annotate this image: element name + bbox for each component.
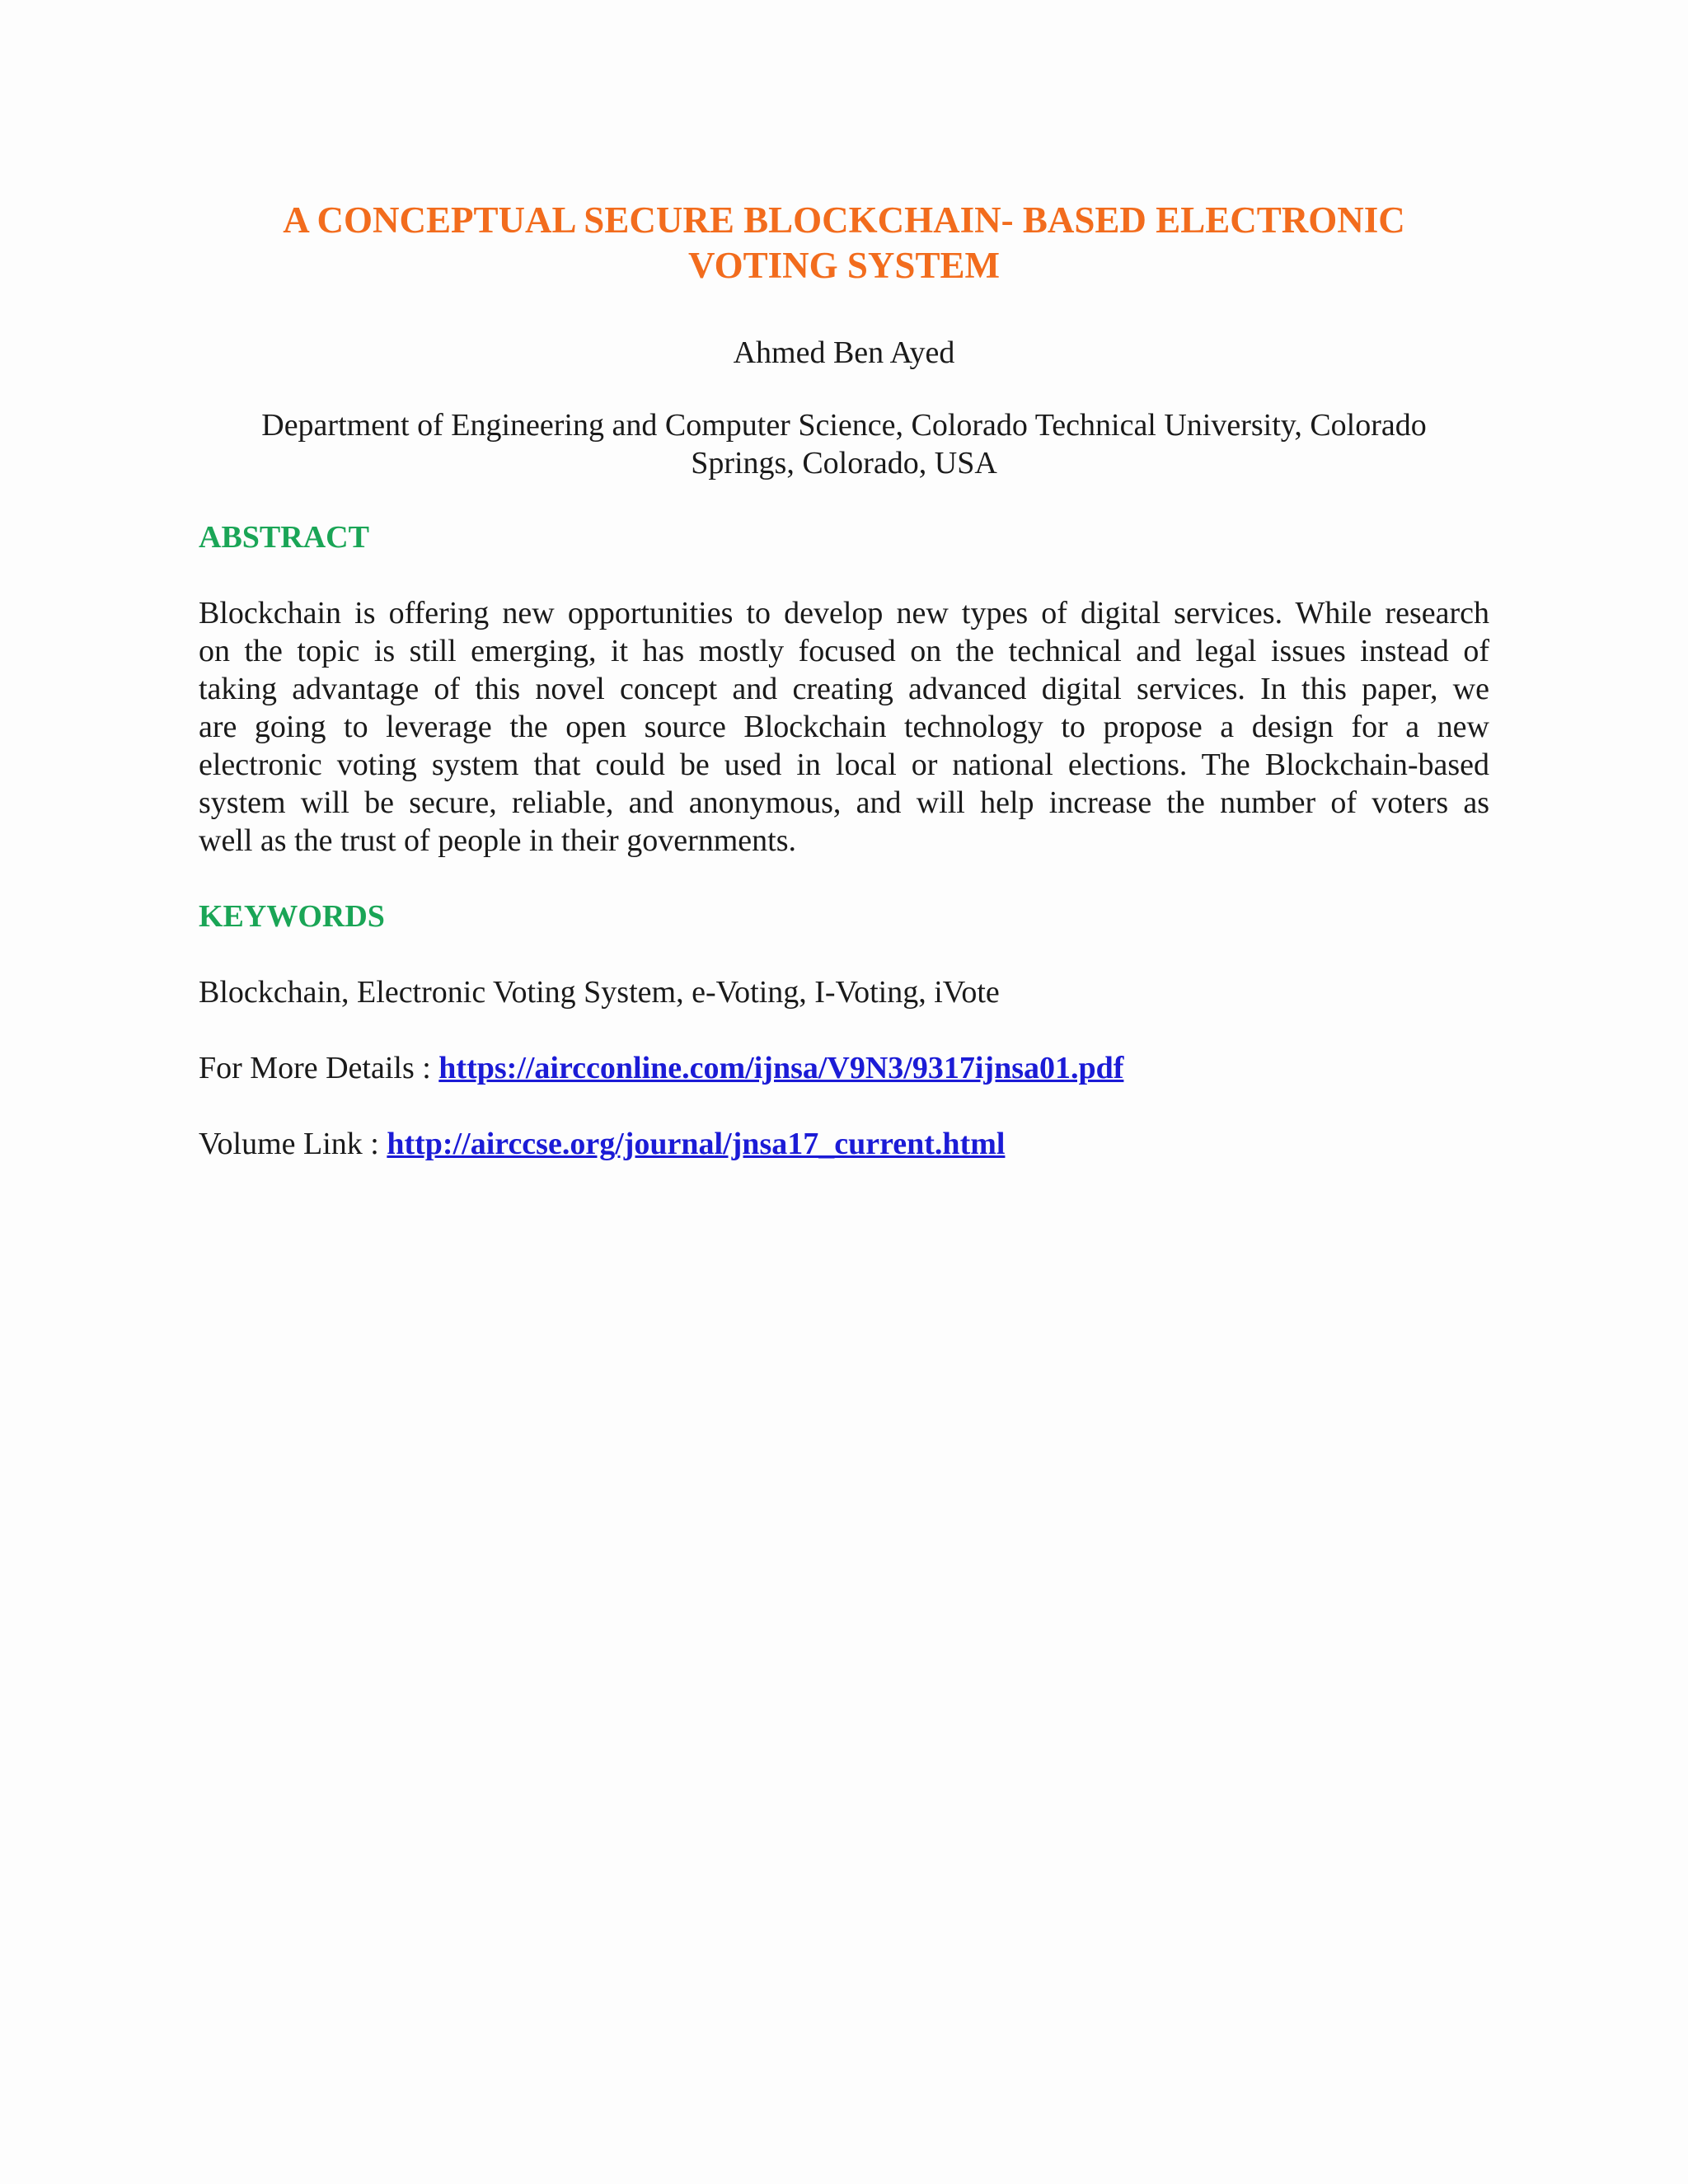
abstract-line: on the topic is still emerging, it has mostly focused on the technical and legal issues instead of xyxy=(199,634,1489,668)
paper-title-line: A CONCEPTUAL SECURE BLOCKCHAIN- BASED ELECTRONIC xyxy=(283,199,1405,241)
abstract-line: Blockchain is offering new opportunities to develop new types of digital services. While research xyxy=(199,596,1489,630)
abstract-line: electronic voting system that could be used in local or national elections. The Blockchain-based xyxy=(199,748,1489,782)
affiliation-line: Department of Engineering and Computer Science, Colorado Technical University, Colorado xyxy=(261,408,1427,443)
affiliation-line: Springs, Colorado, USA xyxy=(691,446,997,480)
abstract-line: are going to leverage the open source Blockchain technology to propose a design for a new xyxy=(199,710,1489,744)
abstract-line: well as the trust of people in their governments. xyxy=(199,823,796,858)
keywords-list: Blockchain, Electronic Voting System, e-Voting, I-Voting, iVote xyxy=(199,975,1000,1010)
paper-title xyxy=(199,0,1489,288)
abstract-heading: ABSTRACT xyxy=(199,520,369,555)
paper-title-line: VOTING SYSTEM xyxy=(688,245,1000,286)
volume-link-row xyxy=(199,1125,1489,1163)
volume-link[interactable]: http://airccse.org/journal/jnsa17_current.html xyxy=(387,1127,1006,1161)
more-details-row xyxy=(199,1049,1489,1087)
author-name: Ahmed Ben Ayed xyxy=(733,335,955,370)
abstract-body xyxy=(199,594,1489,860)
abstract-line: taking advantage of this novel concept and creating advanced digital services. In this paper, we xyxy=(199,672,1489,706)
keywords-heading: KEYWORDS xyxy=(199,899,385,934)
author-affiliation xyxy=(199,406,1489,482)
more-details-label: For More Details : xyxy=(199,1051,439,1085)
abstract-line: system will be secure, reliable, and anonymous, and will help increase the number of voters as xyxy=(199,785,1489,820)
more-details-link[interactable]: https://aircconline.com/ijnsa/V9N3/9317ijnsa01.pdf xyxy=(438,1051,1124,1085)
volume-link-label: Volume Link : xyxy=(199,1127,387,1161)
